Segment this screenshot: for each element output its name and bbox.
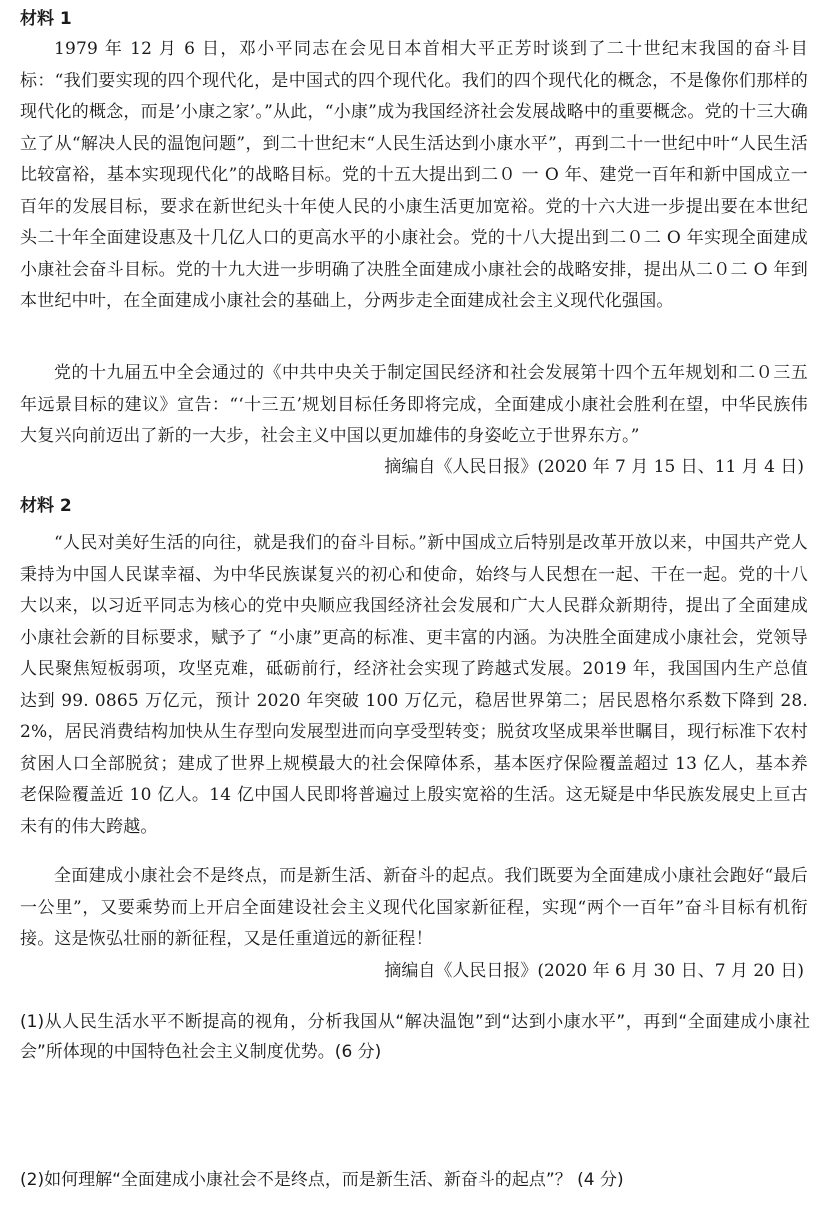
material-2-heading: 材料 2 <box>20 496 72 516</box>
question-1: (1)从人民生活水平不断提高的视角，分析我国从“解决温饱”到“达到小康水平”，再到“全面建成小康社会”所体现的中国特色社会主义制度优势。(6 分) <box>20 1012 810 1062</box>
material-1-source: 摘编自《人民日报》(2020 年 7 月 15 日、11 月 4 日) <box>384 457 804 477</box>
material-1-paragraph-2: 党的十九届五中全会通过的《中共中央关于制定国民经济和社会发展第十四个五年规划和二０三五年远景目标的建议》宣告：“‘十三五’规划目标任务即将完成，全面建成小康社会胜利在望，中华民族伟大复兴向前迈出了新的一大步，社会主义中国以更加雄伟的身姿屹立于世界东方。” <box>20 363 808 446</box>
material-2-paragraph-1: “人民对美好生活的向往，就是我们的奋斗目标。”新中国成立后特别是改革开放以来，中国共产党人秉持为中国人民谋幸福、为中华民族谋复兴的初心和使命，始终与人民想在一起、干在一起。党的十八大以来，以习近平同志为核心的党中央顺应我国经济社会发展和广大人民群众新期待，提出了全面建成小康社会新的目标要求，赋予了 “小康”更高的标准、更丰富的内涵。为决胜全面建成小康社会，党领导人民聚焦短板弱项，攻坚克难，砥砺前行，经济社会实现了跨越式发展。2019 年，我国国内生产总值达到 99. 0865 万亿元，预计 2020 年突破 100 万亿元，稳居世界第二；居民恩格尔系数下降到 28. 2%，居民消费结构加快从生存型向发展型进而向享受型转变；脱贫攻坚成果举世瞩目，现行标准下农村贫困人口全部脱贫；建成了世界上规模最大的社会保障体系，基本医疗保险覆盖超过 13 亿人，基本养老保险覆盖近 10 亿人。14 亿中国人民即将普遍过上殷实宽裕的生活。这无疑是中华民族发展史上亘古未有的伟大跨越。 <box>20 533 808 837</box>
material-2-source: 摘编自《人民日报》(2020 年 6 月 30 日、7 月 20 日) <box>384 961 804 981</box>
material-1-heading: 材料 1 <box>20 9 72 29</box>
material-2-paragraph-2: 全面建成小康社会不是终点，而是新生活、新奋斗的起点。我们既要为全面建成小康社会跑好“最后一公里”，又要乘势而上开启全面建设社会主义现代化国家新征程，实现“两个一百年”奋斗目标有机衔接。这是恢弘壮丽的新征程，又是任重道远的新征程！ <box>20 866 808 949</box>
question-2: (2)如何理解“全面建成小康社会不是终点，而是新生活、新奋斗的起点”？ (4 分) <box>20 1170 624 1190</box>
material-1-paragraph-1: 1979 年 12 月 6 日，邓小平同志在会见日本首相大平正芳时谈到了二十世纪末我国的奋斗目标：“我们要实现的四个现代化，是中国式的四个现代化。我们的四个现代化的概念，不是像你们那样的现代化的概念，而是’小康之家’。”从此，“小康”成为我国经济社会发展战略中的重要概念。党的十三大确立了从“解决人民的温饱问题”，到二十世纪末“人民生活达到小康水平”，再到二十一世纪中叶“人民生活比较富裕，基本实现现代化”的战略目标。党的十五大提出到二０ 一 O 年、建党一百年和新中国成立一百年的发展目标，要求在新世纪头十年使人民的小康生活更加宽裕。党的十六大进一步提出要在本世纪头二十年全面建设惠及十几亿人口的更高水平的小康社会。党的十八大提出到二０二 O 年实现全面建成小康社会奋斗目标。党的十九大进一步明确了决胜全面建成小康社会的战略安排，提出从二０二 O 年到本世纪中叶，在全面建成小康社会的基础上，分两步走全面建成社会主义现代化强国。 <box>20 39 808 311</box>
